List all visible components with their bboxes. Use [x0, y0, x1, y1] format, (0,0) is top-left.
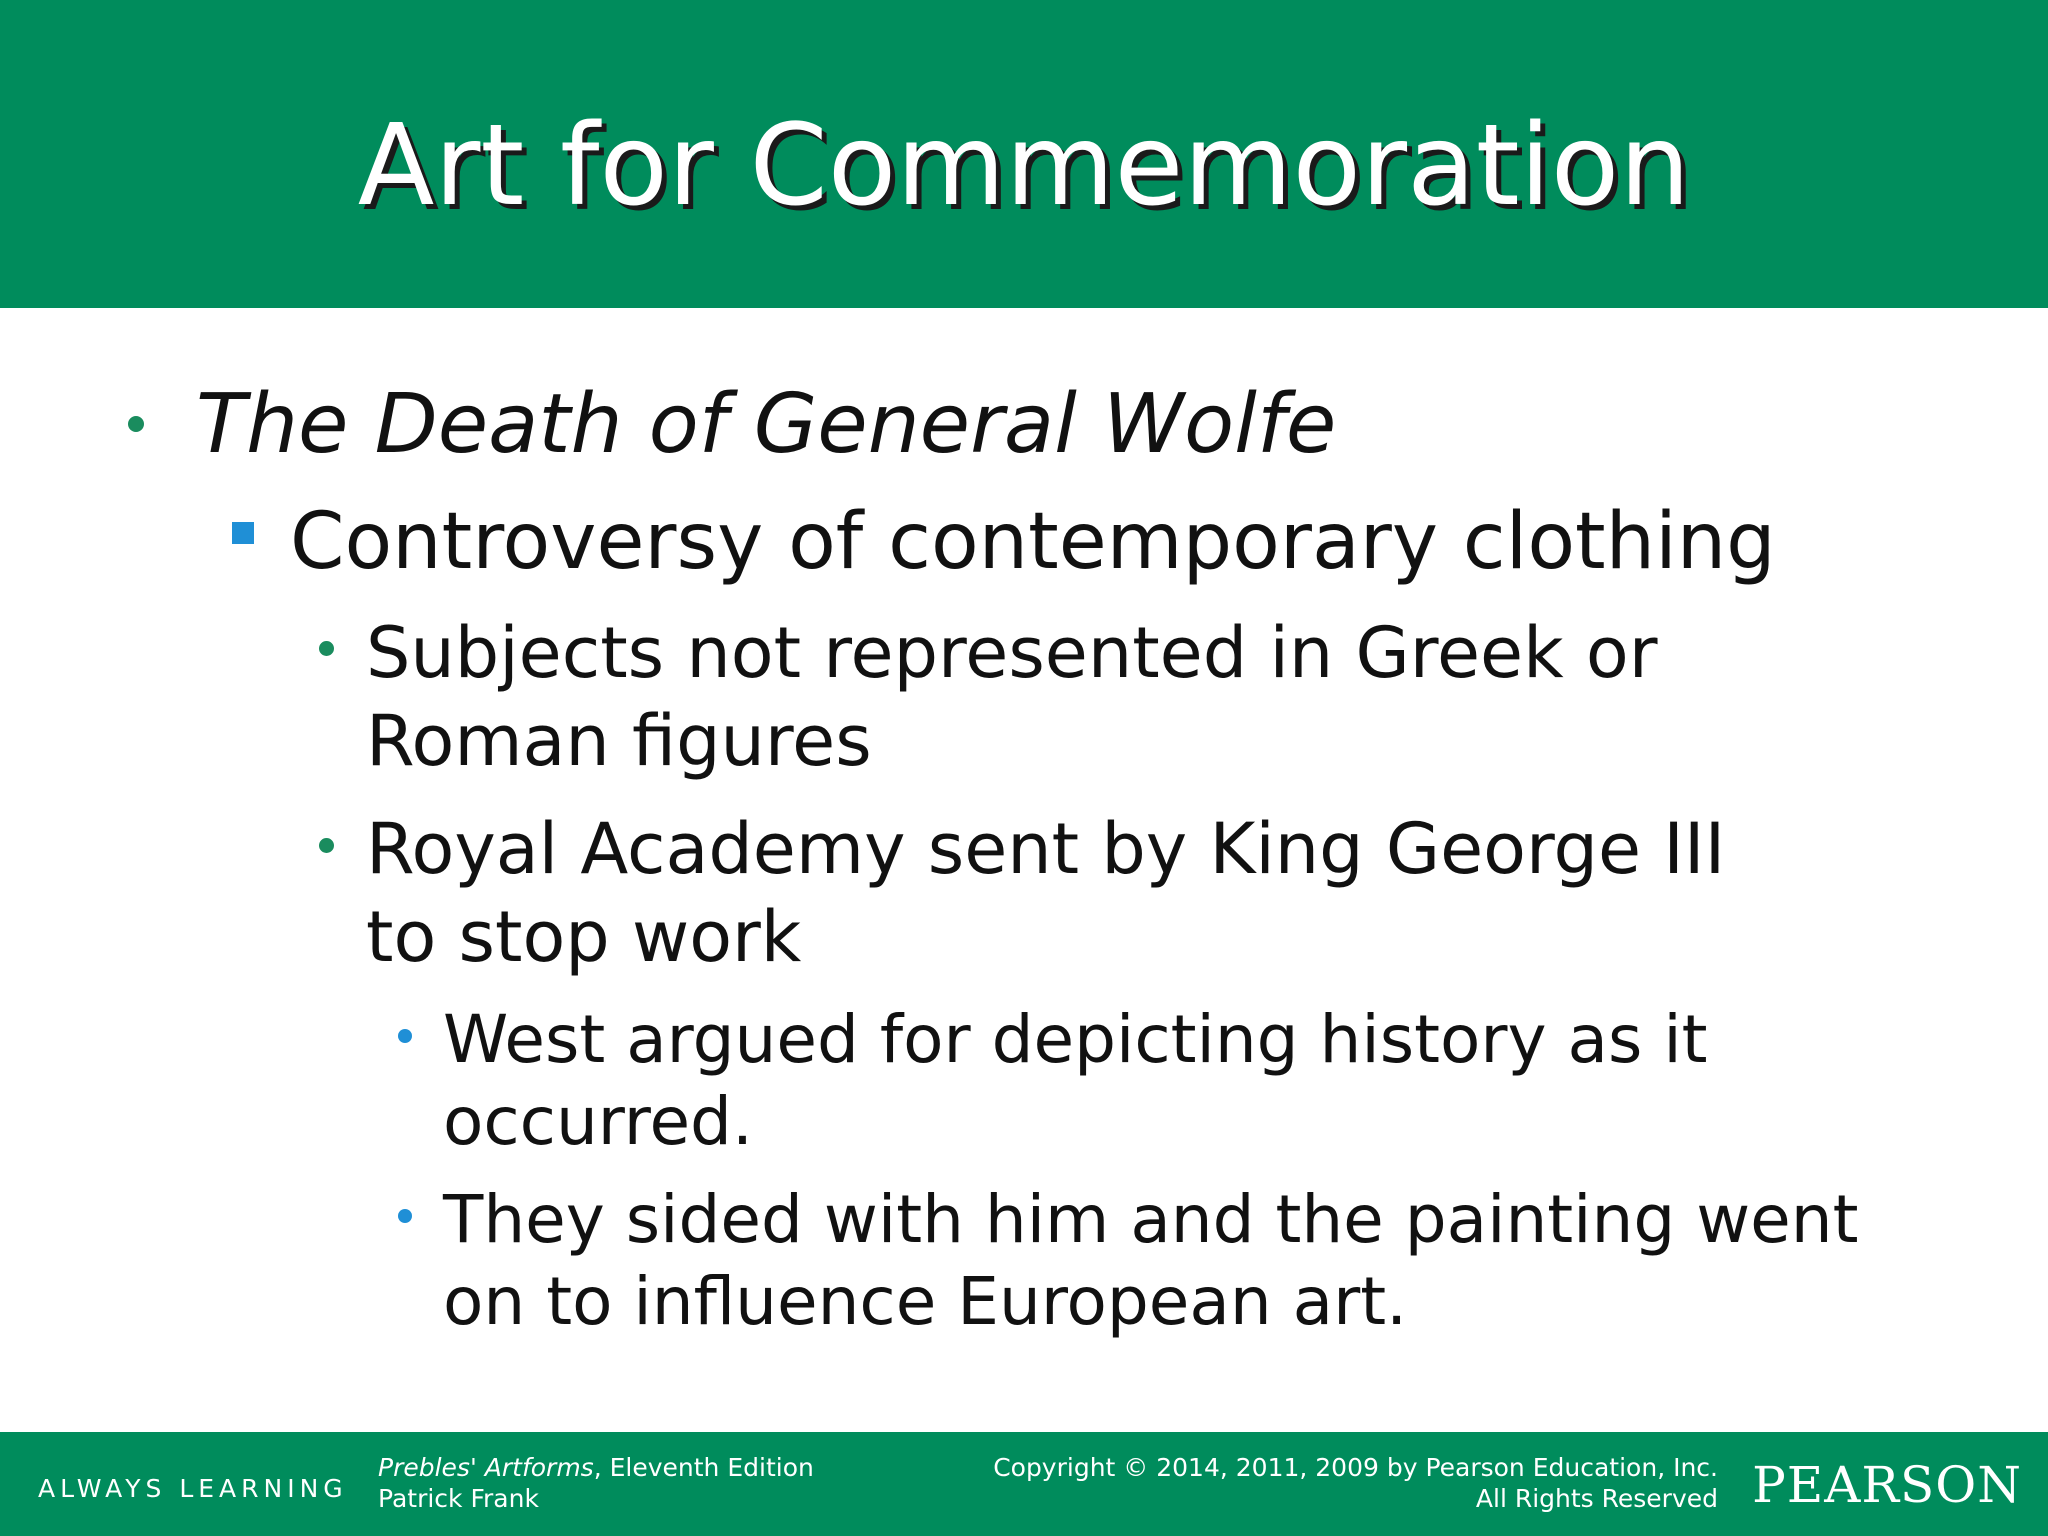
green-dot-bullet-icon — [128, 416, 144, 432]
bullet-level-3 — [366, 805, 1725, 981]
book-author: Patrick Frank — [378, 1484, 539, 1513]
bullet-level-1 — [196, 375, 1336, 475]
bullet-text-line: to stop work — [366, 896, 802, 978]
bullet-text-line: Subjects not represented in Greek or — [366, 612, 1658, 694]
bullet-text: Controversy of contemporary clothing — [290, 497, 1776, 587]
pearson-logo: PEARSON — [1752, 1456, 2022, 1514]
rights-line: All Rights Reserved — [1475, 1484, 1718, 1513]
bullet-text-line: West argued for depicting history as it — [443, 1001, 1708, 1078]
slide-title: Art for Commemoration — [357, 101, 1691, 231]
bullet-text-line: on to influence European art. — [443, 1263, 1408, 1340]
footer-bar — [0, 1432, 2048, 1536]
title-banner — [0, 0, 2048, 308]
book-edition: , Eleventh Edition — [593, 1453, 814, 1482]
blue-dot-bullet-icon — [398, 1029, 412, 1043]
green-dot-bullet-icon — [319, 838, 334, 853]
blue-dot-bullet-icon — [398, 1209, 412, 1223]
copyright-line: Copyright © 2014, 2011, 2009 by Pearson Education, Inc. — [993, 1453, 1718, 1482]
green-dot-bullet-icon — [319, 641, 334, 656]
blue-square-bullet-icon — [232, 522, 254, 544]
bullet-text: The Death of General Wolfe — [196, 377, 1337, 472]
bullet-level-2 — [290, 495, 1776, 589]
bullet-level-4 — [443, 1179, 1859, 1343]
bullet-level-4 — [443, 999, 1708, 1163]
always-learning-logo: ALWAYS LEARNING — [38, 1474, 348, 1503]
bullet-text-line: occurred. — [443, 1083, 753, 1160]
book-info — [378, 1452, 814, 1514]
bullet-level-3 — [366, 609, 1658, 785]
bullet-text-line: Roman figures — [366, 700, 872, 782]
bullet-text-line: Royal Academy sent by King George III — [366, 808, 1726, 890]
copyright-notice — [993, 1452, 1718, 1514]
bullet-text-line: They sided with him and the painting went — [443, 1181, 1859, 1258]
book-title: Prebles' Artforms — [378, 1453, 594, 1482]
